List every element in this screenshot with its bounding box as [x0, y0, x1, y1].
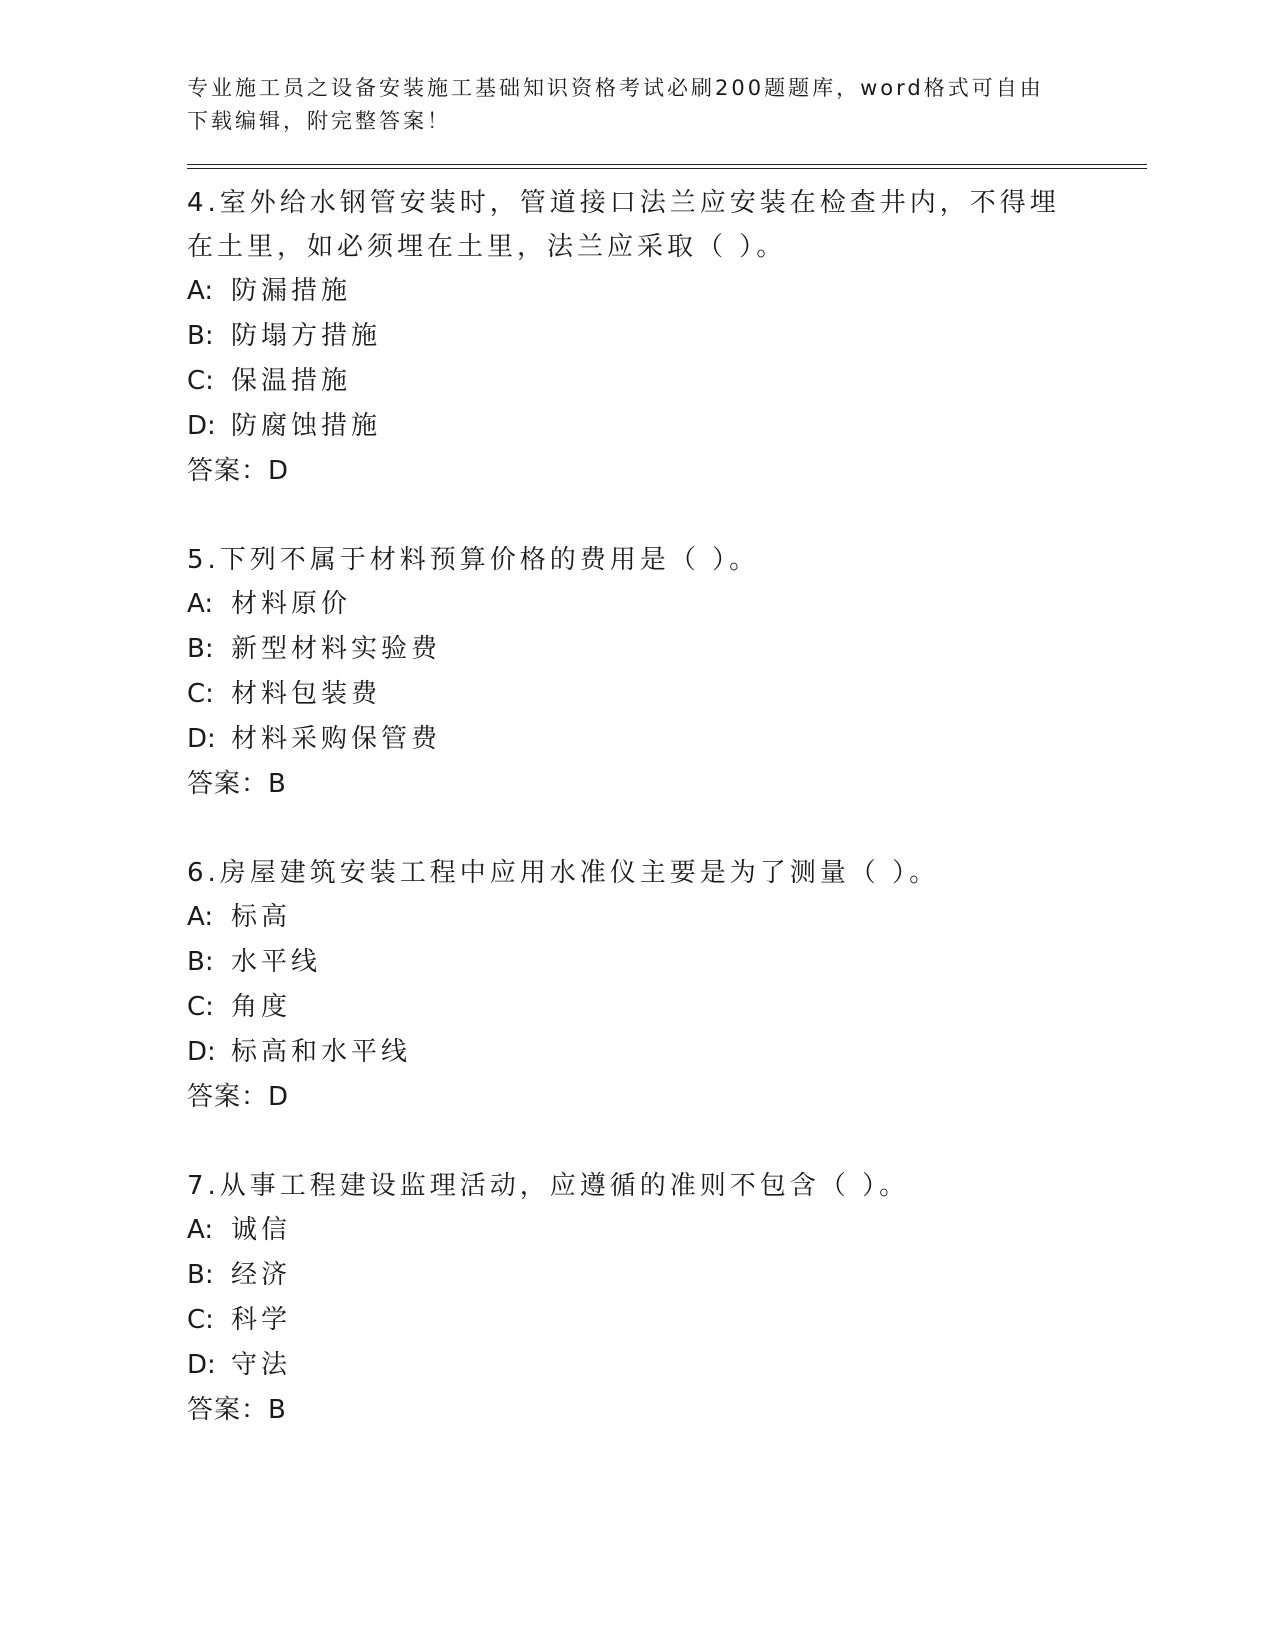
question-stem: 6.房屋建筑安装工程中应用水准仪主要是为了测量（ ）。: [187, 858, 940, 888]
answer-value: B: [268, 769, 286, 799]
option-a: [187, 895, 1147, 940]
header-divider: [187, 164, 1147, 169]
option-key: C:: [187, 1305, 214, 1335]
option-b: [187, 940, 1147, 985]
option-key: B:: [187, 947, 214, 977]
answer-line: [187, 449, 1147, 494]
question-block: [187, 538, 1147, 807]
option-text: 守法: [231, 1350, 292, 1380]
option-b: [187, 314, 1147, 359]
option-a: [187, 582, 1147, 627]
document-header: [187, 72, 1067, 138]
answer-label: 答案：: [187, 1395, 269, 1425]
option-key: D:: [187, 411, 216, 441]
answer-line: [187, 1075, 1147, 1120]
option-a: [187, 1208, 1147, 1253]
answer-label: 答案：: [187, 769, 269, 799]
option-key: C:: [187, 992, 214, 1022]
option-text: 经济: [231, 1260, 292, 1290]
option-text: 防漏措施: [231, 276, 352, 306]
option-c: [187, 1298, 1147, 1343]
option-key: B:: [187, 634, 214, 664]
question-block: [187, 1164, 1147, 1433]
option-c: [187, 672, 1147, 717]
option-text: 水平线: [231, 947, 322, 977]
header-line-1: 专业施工员之设备安装施工基础知识资格考试必刷200题题库，word格式可自由: [187, 76, 1044, 100]
option-key: D:: [187, 1350, 216, 1380]
option-text: 新型材料实验费: [231, 634, 442, 664]
answer-value: B: [268, 1395, 286, 1425]
option-b: [187, 1253, 1147, 1298]
answer-line: [187, 762, 1147, 807]
question-block: [187, 181, 1147, 494]
question-stem: 5.下列不属于材料预算价格的费用是（ ）。: [187, 545, 760, 575]
option-text: 科学: [231, 1305, 292, 1335]
answer-value: D: [268, 456, 289, 486]
document-page: [187, 72, 1147, 1433]
answer-line: [187, 1388, 1147, 1433]
option-text: 标高和水平线: [231, 1037, 412, 1067]
option-key: B:: [187, 1260, 214, 1290]
option-text: 防塌方措施: [231, 321, 382, 351]
answer-label: 答案：: [187, 456, 269, 486]
option-d: [187, 1343, 1147, 1388]
option-text: 保温措施: [231, 366, 352, 396]
option-key: D:: [187, 1037, 216, 1067]
question-block: [187, 851, 1147, 1120]
answer-value: D: [268, 1082, 289, 1112]
option-c: [187, 359, 1147, 404]
option-text: 材料原价: [231, 589, 352, 619]
option-text: 角度: [231, 992, 292, 1022]
option-text: 标高: [231, 902, 292, 932]
option-d: [187, 404, 1147, 449]
option-b: [187, 627, 1147, 672]
option-key: A:: [187, 902, 214, 932]
option-key: D:: [187, 724, 216, 754]
option-key: A:: [187, 276, 214, 306]
question-stem: 7.从事工程建设监理活动，应遵循的准则不包含（ ）。: [187, 1171, 910, 1201]
header-line-2: 下载编辑，附完整答案！: [187, 109, 451, 133]
option-d: [187, 717, 1147, 762]
option-text: 防腐蚀措施: [231, 411, 382, 441]
answer-label: 答案：: [187, 1082, 269, 1112]
option-d: [187, 1030, 1147, 1075]
option-text: 诚信: [231, 1215, 292, 1245]
option-a: [187, 269, 1147, 314]
option-key: B:: [187, 321, 214, 351]
option-text: 材料采购保管费: [231, 724, 442, 754]
option-key: A:: [187, 1215, 214, 1245]
option-key: A:: [187, 589, 214, 619]
option-key: C:: [187, 366, 214, 396]
option-text: 材料包装费: [231, 679, 382, 709]
option-c: [187, 985, 1147, 1030]
option-key: C:: [187, 679, 214, 709]
question-stem: 4.室外给水钢管安装时，管道接口法兰应安装在检查井内，不得埋在土里，如必须埋在土里，法兰应采取（ ）。: [187, 188, 1060, 262]
